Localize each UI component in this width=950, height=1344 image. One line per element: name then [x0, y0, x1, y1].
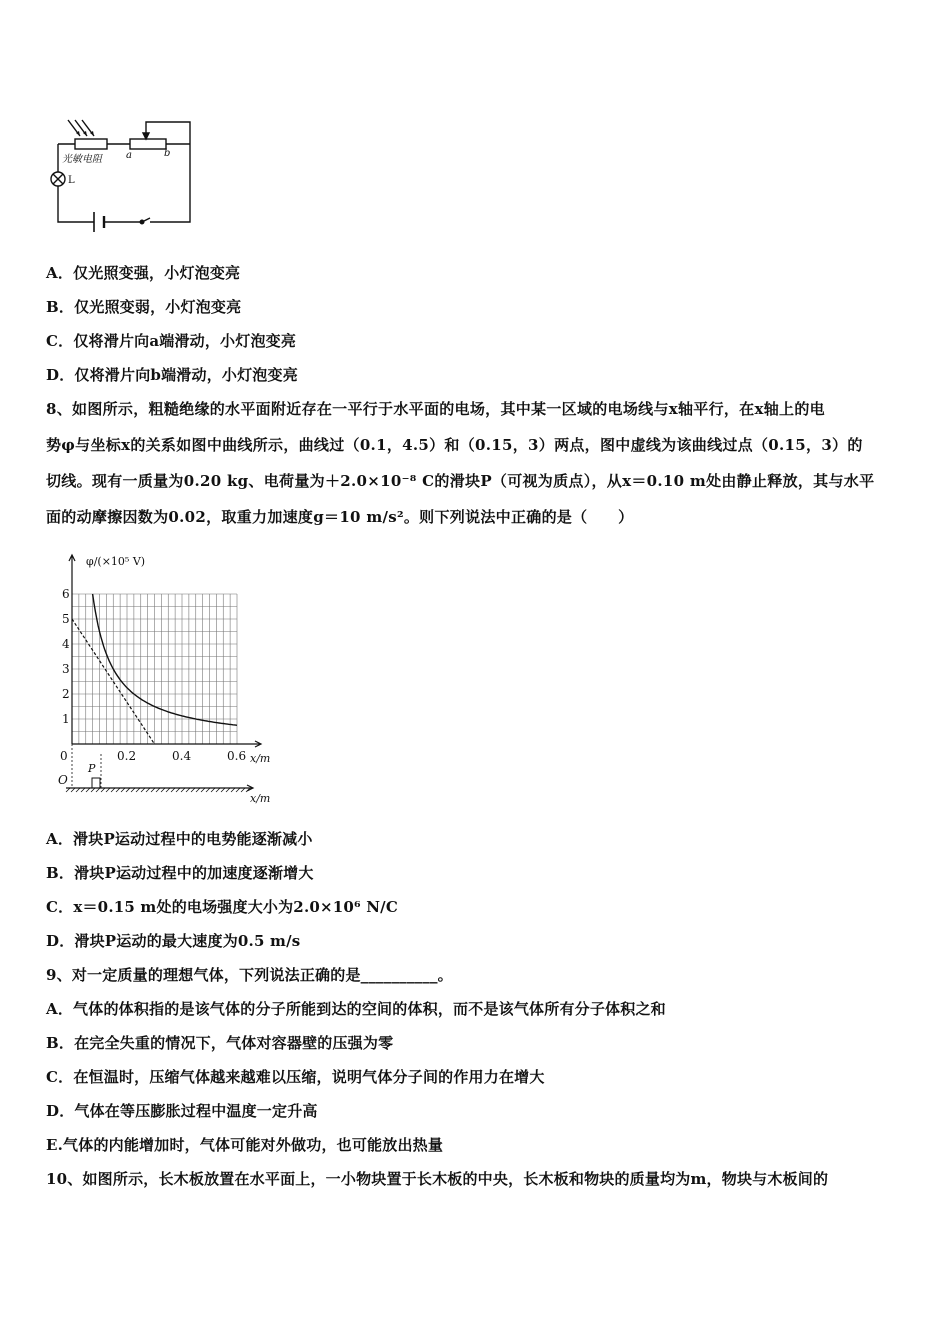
y-axis-label: φ/(×10⁵ V) — [86, 555, 146, 568]
circuit-diagram — [50, 112, 200, 242]
y-tick-label: 1 — [62, 712, 70, 726]
y-tick-label: 5 — [62, 612, 70, 626]
x-tick-label: 0.4 — [172, 749, 192, 763]
potential-curve — [93, 594, 237, 725]
q7-option-d: D．仅将滑片向b端滑动，小灯泡变亮 — [46, 366, 298, 384]
y-tick-label: 6 — [62, 587, 70, 601]
y-tick-label: 4 — [62, 637, 70, 651]
q8-option-a: A．滑块P运动过程中的电势能逐渐减小 — [46, 830, 313, 848]
origin-label: O — [58, 773, 68, 787]
q9-option-a: A．气体的体积指的是该气体的分子所能到达的空间的体积，而不是该气体所有分子体积之和 — [46, 1000, 666, 1018]
x-axis-label: x/m — [250, 752, 271, 765]
q8-stem-line: 面的动摩擦因数为0.02，取重力加速度g＝10 m/s²。则下列说法中正确的是（ ） — [46, 508, 634, 526]
q8-stem-line: 势φ与坐标x的关系如图中曲线所示，曲线过（0.1，4.5）和（0.15，3）两点，图中虚线为该曲线过点（0.15，3）的 — [46, 436, 863, 454]
slider-label: P — [88, 762, 96, 775]
q7-option-b: B．仅光照变弱，小灯泡变亮 — [46, 298, 242, 316]
q8-stem-line: 切线。现有一质量为0.20 kg、电荷量为＋2.0×10⁻⁸ C的滑块P（可视为质点），从x＝0.10 m处由静止释放，其与水平 — [46, 472, 875, 490]
y-tick-label: 2 — [62, 687, 70, 701]
q8-stem — [46, 391, 908, 535]
ldr-label: 光敏电阻 — [62, 154, 102, 165]
x-tick-label: 0.2 — [117, 749, 137, 763]
q8-option-d: D．滑块P运动的最大速度为0.5 m/s — [46, 932, 301, 950]
q9-option-d: D．气体在等压膨胀过程中温度一定升高 — [46, 1102, 318, 1120]
lower-axis-label: x/m — [250, 792, 271, 805]
lamp-label: L — [68, 175, 75, 186]
chart-axes — [69, 555, 261, 747]
potential-graph — [52, 548, 282, 810]
q9-option-c: C．在恒温时，压缩气体越来越难以压缩，说明气体分子间的作用力在增大 — [46, 1068, 545, 1086]
q7-option-c: C．仅将滑片向a端滑动，小灯泡变亮 — [46, 332, 297, 350]
q10-stem: 10、如图所示，长木板放置在水平面上，一小物块置于长木板的中央，长木板和物块的质量均为m，物块与木板间的 — [46, 1170, 829, 1188]
x-tick-label: 0.6 — [227, 749, 247, 763]
q7-option-a: A．仅光照变强，小灯泡变亮 — [46, 264, 241, 282]
q9-option-e: E.气体的内能增加时，气体可能对外做功，也可能放出热量 — [46, 1136, 444, 1154]
q8-option-b: B．滑块P运动过程中的加速度逐渐增大 — [46, 864, 314, 882]
q8-option-c: C．x＝0.15 m处的电场强度大小为2.0×10⁶ N/C — [46, 898, 398, 916]
q9-stem: 9、对一定质量的理想气体，下列说法正确的是__________。 — [46, 966, 453, 984]
q9-option-b: B．在完全失重的情况下，气体对容器壁的压强为零 — [46, 1034, 394, 1052]
terminal-b-label: b — [164, 148, 171, 159]
y-tick-label: 3 — [62, 662, 70, 676]
q8-stem-line: 8、如图所示，粗糙绝缘的水平面附近存在一平行于水平面的电场，其中某一区域的电场线与x轴平行，在x轴上的电 — [46, 400, 825, 418]
x-tick-label: 0 — [60, 749, 68, 763]
terminal-a-label: a — [126, 150, 132, 161]
